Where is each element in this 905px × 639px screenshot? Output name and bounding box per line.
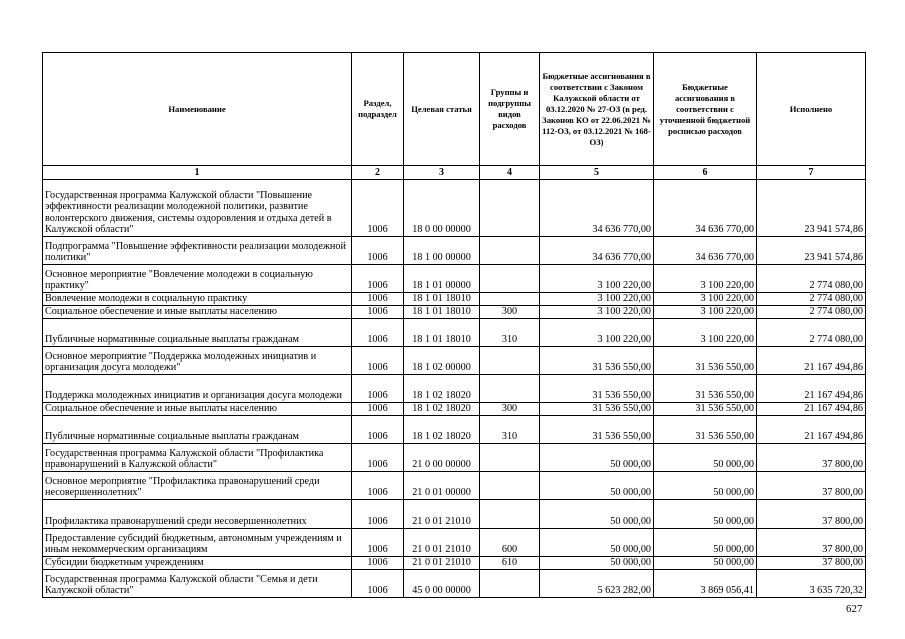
row-group (480, 293, 540, 306)
column-number: 3 (404, 166, 480, 180)
row-group (480, 444, 540, 472)
column-number: 4 (480, 166, 540, 180)
row-section: 1006 (352, 237, 404, 265)
row-group (480, 472, 540, 500)
table-row (43, 416, 866, 444)
row-section: 1006 (352, 557, 404, 570)
row-refined-amount: 34 636 770,00 (654, 180, 757, 237)
row-section: 1006 (352, 529, 404, 557)
row-group (480, 237, 540, 265)
row-name: Поддержка молодежных инициатив и организация досуга молодежи (43, 375, 352, 403)
header-section: Раздел, подраздел (352, 53, 404, 166)
table-row (43, 237, 866, 265)
row-target: 18 0 00 00000 (404, 180, 480, 237)
row-name: Основное мероприятие "Поддержка молодежных инициатив и организация досуга молодежи" (43, 347, 352, 375)
row-target: 21 0 01 21010 (404, 557, 480, 570)
table-row (43, 557, 866, 570)
header-groups: Группы и подгруппы видов расходов (480, 53, 540, 166)
row-group: 300 (480, 403, 540, 416)
row-executed-amount: 37 800,00 (757, 444, 866, 472)
table-row (43, 306, 866, 319)
header-law-allocations: Бюджетные ассигнования в соответствии с Законом Калужской области от 03.12.2020 № 27-ОЗ (в ред. Законов КО от 22.06.2021 № 112-ОЗ, от 03.12.2021 № 168-ОЗ) (540, 53, 654, 166)
row-executed-amount: 21 167 494,86 (757, 347, 866, 375)
row-target: 18 1 00 00000 (404, 237, 480, 265)
row-executed-amount: 21 167 494,86 (757, 375, 866, 403)
row-refined-amount: 3 100 220,00 (654, 293, 757, 306)
row-name: Вовлечение молодежи в социальную практику (43, 293, 352, 306)
row-group: 310 (480, 416, 540, 444)
header-name: Наименование (43, 53, 352, 166)
row-executed-amount: 23 941 574,86 (757, 237, 866, 265)
page-number: 627 (846, 603, 863, 615)
budget-table (42, 52, 866, 598)
row-executed-amount: 37 800,00 (757, 529, 866, 557)
table-row (43, 500, 866, 529)
row-target: 18 1 01 18010 (404, 319, 480, 347)
header-target: Целевая статья (404, 53, 480, 166)
row-target: 21 0 01 21010 (404, 529, 480, 557)
row-executed-amount: 21 167 494,86 (757, 403, 866, 416)
row-name: Государственная программа Калужской области "Профилактика правонарушений в Калужской области" (43, 444, 352, 472)
row-section: 1006 (352, 403, 404, 416)
row-section: 1006 (352, 265, 404, 293)
row-law-amount: 31 536 550,00 (540, 416, 654, 444)
row-target: 21 0 00 00000 (404, 444, 480, 472)
row-group (480, 500, 540, 529)
table-row (43, 444, 866, 472)
row-target: 18 1 02 18020 (404, 416, 480, 444)
row-refined-amount: 3 869 056,41 (654, 570, 757, 598)
row-refined-amount: 31 536 550,00 (654, 403, 757, 416)
row-refined-amount: 31 536 550,00 (654, 416, 757, 444)
row-group (480, 180, 540, 237)
row-name: Публичные нормативные социальные выплаты гражданам (43, 319, 352, 347)
row-law-amount: 3 100 220,00 (540, 265, 654, 293)
row-section: 1006 (352, 472, 404, 500)
column-number: 7 (757, 166, 866, 180)
column-number: 6 (654, 166, 757, 180)
table-row (43, 570, 866, 598)
row-law-amount: 34 636 770,00 (540, 237, 654, 265)
row-target: 21 0 01 21010 (404, 500, 480, 529)
row-section: 1006 (352, 444, 404, 472)
row-section: 1006 (352, 416, 404, 444)
row-name: Подпрограмма "Повышение эффективности реализации молодежной политики" (43, 237, 352, 265)
row-executed-amount: 2 774 080,00 (757, 306, 866, 319)
row-refined-amount: 31 536 550,00 (654, 347, 757, 375)
row-group: 300 (480, 306, 540, 319)
row-group (480, 347, 540, 375)
row-refined-amount: 50 000,00 (654, 529, 757, 557)
row-law-amount: 50 000,00 (540, 529, 654, 557)
row-group: 610 (480, 557, 540, 570)
row-law-amount: 50 000,00 (540, 557, 654, 570)
row-target: 45 0 00 00000 (404, 570, 480, 598)
table-row (43, 403, 866, 416)
row-group (480, 265, 540, 293)
row-name: Социальное обеспечение и иные выплаты населению (43, 306, 352, 319)
table-row (43, 293, 866, 306)
row-name: Государственная программа Калужской области "Повышение эффективности реализации молодежной политики, развитие волонтерского движения, системы оздоровления и отдыха детей в Калужской области" (43, 180, 352, 237)
row-group: 600 (480, 529, 540, 557)
row-section: 1006 (352, 319, 404, 347)
row-refined-amount: 50 000,00 (654, 444, 757, 472)
row-name: Предоставление субсидий бюджетным, автономным учреждениям и иным некоммерческим организациям (43, 529, 352, 557)
row-section: 1006 (352, 570, 404, 598)
row-name: Государственная программа Калужской области "Семья и дети Калужской области" (43, 570, 352, 598)
table-row (43, 265, 866, 293)
row-target: 18 1 02 00000 (404, 347, 480, 375)
table-row (43, 319, 866, 347)
row-target: 18 1 01 18010 (404, 293, 480, 306)
row-law-amount: 5 623 282,00 (540, 570, 654, 598)
row-name: Профилактика правонарушений среди несовершеннолетних (43, 500, 352, 529)
row-executed-amount: 23 941 574,86 (757, 180, 866, 237)
row-refined-amount: 31 536 550,00 (654, 375, 757, 403)
row-refined-amount: 3 100 220,00 (654, 319, 757, 347)
column-number: 5 (540, 166, 654, 180)
table-row (43, 180, 866, 237)
row-law-amount: 31 536 550,00 (540, 403, 654, 416)
row-name: Субсидии бюджетным учреждениям (43, 557, 352, 570)
row-target: 18 1 02 18020 (404, 375, 480, 403)
table-row (43, 375, 866, 403)
row-refined-amount: 34 636 770,00 (654, 237, 757, 265)
row-refined-amount: 50 000,00 (654, 472, 757, 500)
row-name: Основное мероприятие "Вовлечение молодежи в социальную практику" (43, 265, 352, 293)
row-name: Социальное обеспечение и иные выплаты населению (43, 403, 352, 416)
row-refined-amount: 50 000,00 (654, 557, 757, 570)
row-section: 1006 (352, 347, 404, 375)
row-refined-amount: 3 100 220,00 (654, 265, 757, 293)
row-executed-amount: 37 800,00 (757, 500, 866, 529)
row-executed-amount: 2 774 080,00 (757, 293, 866, 306)
row-group: 310 (480, 319, 540, 347)
row-group (480, 375, 540, 403)
row-section: 1006 (352, 306, 404, 319)
row-executed-amount: 2 774 080,00 (757, 265, 866, 293)
row-law-amount: 50 000,00 (540, 444, 654, 472)
table-row (43, 347, 866, 375)
row-law-amount: 50 000,00 (540, 472, 654, 500)
row-refined-amount: 50 000,00 (654, 500, 757, 529)
row-target: 21 0 01 00000 (404, 472, 480, 500)
row-law-amount: 3 100 220,00 (540, 306, 654, 319)
row-executed-amount: 37 800,00 (757, 557, 866, 570)
row-law-amount: 34 636 770,00 (540, 180, 654, 237)
table-row (43, 529, 866, 557)
row-law-amount: 3 100 220,00 (540, 319, 654, 347)
row-section: 1006 (352, 500, 404, 529)
row-law-amount: 31 536 550,00 (540, 375, 654, 403)
row-executed-amount: 2 774 080,00 (757, 319, 866, 347)
row-section: 1006 (352, 293, 404, 306)
row-refined-amount: 3 100 220,00 (654, 306, 757, 319)
row-section: 1006 (352, 375, 404, 403)
column-number: 1 (43, 166, 352, 180)
header-executed: Исполнено (757, 53, 866, 166)
row-name: Публичные нормативные социальные выплаты гражданам (43, 416, 352, 444)
row-target: 18 1 02 18020 (404, 403, 480, 416)
row-executed-amount: 3 635 720,32 (757, 570, 866, 598)
header-refined-allocations: Бюджетные ассигнования в соответствии с уточненной бюджетной росписью расходов (654, 53, 757, 166)
column-number: 2 (352, 166, 404, 180)
row-executed-amount: 37 800,00 (757, 472, 866, 500)
row-law-amount: 31 536 550,00 (540, 347, 654, 375)
row-name: Основное мероприятие "Профилактика правонарушений среди несовершеннолетних" (43, 472, 352, 500)
row-executed-amount: 21 167 494,86 (757, 416, 866, 444)
row-target: 18 1 01 00000 (404, 265, 480, 293)
row-law-amount: 3 100 220,00 (540, 293, 654, 306)
row-target: 18 1 01 18010 (404, 306, 480, 319)
table-row (43, 472, 866, 500)
row-law-amount: 50 000,00 (540, 500, 654, 529)
row-section: 1006 (352, 180, 404, 237)
row-group (480, 570, 540, 598)
